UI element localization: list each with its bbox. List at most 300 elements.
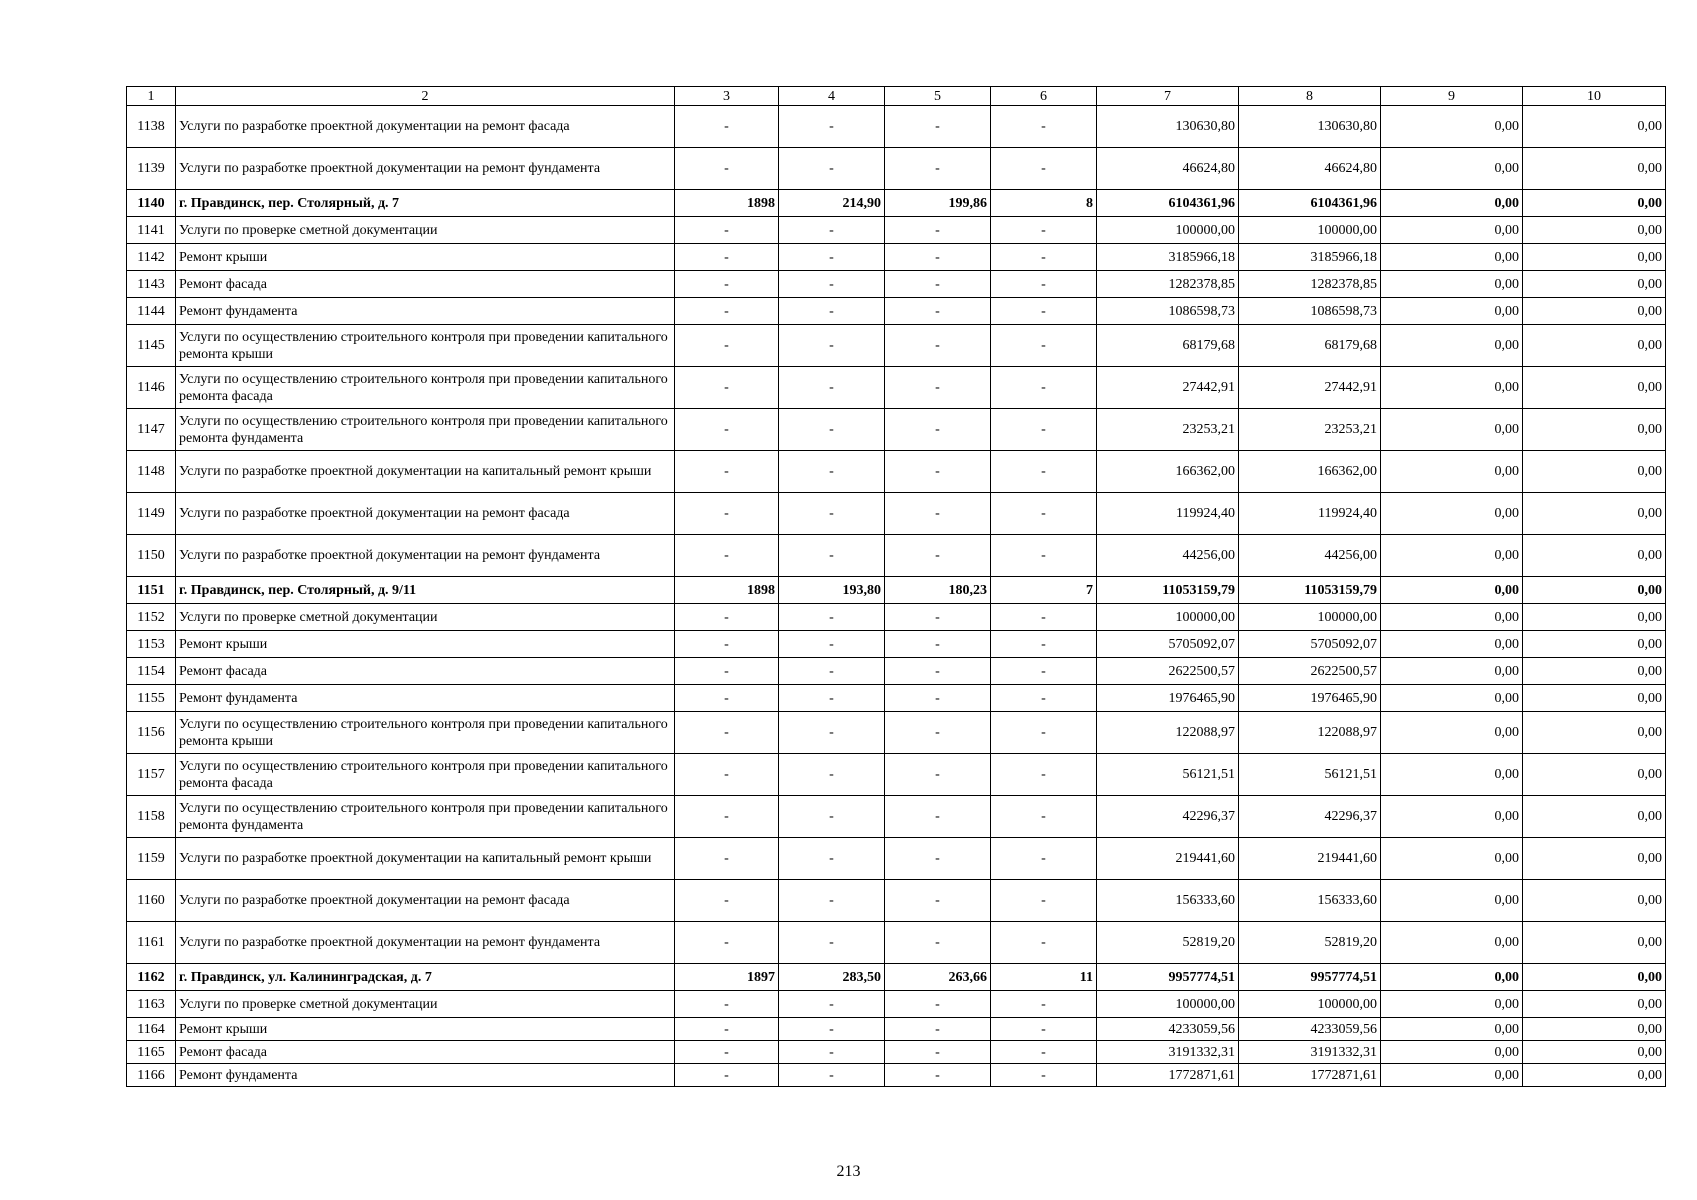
col6-cell: 11 bbox=[991, 964, 1097, 991]
col7-amount-cell: 44256,00 bbox=[1097, 535, 1239, 577]
row-number-cell: 1162 bbox=[127, 964, 176, 991]
col10-amount-cell: 0,00 bbox=[1523, 367, 1666, 409]
col9-amount-cell: 0,00 bbox=[1381, 244, 1523, 271]
col10-amount-cell: 0,00 bbox=[1523, 922, 1666, 964]
col3-cell: 1897 bbox=[675, 964, 779, 991]
col10-amount-cell: 0,00 bbox=[1523, 148, 1666, 190]
row-number-cell: 1153 bbox=[127, 631, 176, 658]
col3-cell: - bbox=[675, 1041, 779, 1064]
table-row bbox=[127, 991, 1666, 1018]
table-row bbox=[127, 754, 1666, 796]
col9-amount-cell: 0,00 bbox=[1381, 148, 1523, 190]
col8-amount-cell: 1772871,61 bbox=[1239, 1064, 1381, 1087]
col6-cell: - bbox=[991, 604, 1097, 631]
col8-amount-cell: 3191332,31 bbox=[1239, 1041, 1381, 1064]
row-number-cell: 1149 bbox=[127, 493, 176, 535]
col3-cell: - bbox=[675, 298, 779, 325]
item-name-cell: Услуги по осуществлению строительного контроля при проведении капитального ремонта крыши bbox=[176, 325, 675, 367]
col7-amount-cell: 100000,00 bbox=[1097, 217, 1239, 244]
table-row bbox=[127, 796, 1666, 838]
item-name-cell: г. Правдинск, пер. Столярный, д. 9/11 bbox=[176, 577, 675, 604]
row-number-cell: 1159 bbox=[127, 838, 176, 880]
col10-amount-cell: 0,00 bbox=[1523, 658, 1666, 685]
col4-cell: - bbox=[779, 148, 885, 190]
col4-cell: - bbox=[779, 325, 885, 367]
col8-amount-cell: 4233059,56 bbox=[1239, 1018, 1381, 1041]
col9-amount-cell: 0,00 bbox=[1381, 535, 1523, 577]
item-name-cell: Услуги по осуществлению строительного контроля при проведении капитального ремонта фасада bbox=[176, 754, 675, 796]
col9-amount-cell: 0,00 bbox=[1381, 880, 1523, 922]
row-number-cell: 1150 bbox=[127, 535, 176, 577]
header-cell-9: 9 bbox=[1381, 87, 1523, 106]
col9-amount-cell: 0,00 bbox=[1381, 658, 1523, 685]
col7-amount-cell: 4233059,56 bbox=[1097, 1018, 1239, 1041]
col9-amount-cell: 0,00 bbox=[1381, 298, 1523, 325]
table-row bbox=[127, 106, 1666, 148]
col10-amount-cell: 0,00 bbox=[1523, 796, 1666, 838]
col10-amount-cell: 0,00 bbox=[1523, 712, 1666, 754]
col7-amount-cell: 3191332,31 bbox=[1097, 1041, 1239, 1064]
col8-amount-cell: 27442,91 bbox=[1239, 367, 1381, 409]
col9-amount-cell: 0,00 bbox=[1381, 217, 1523, 244]
col3-cell: - bbox=[675, 217, 779, 244]
col5-cell: - bbox=[885, 148, 991, 190]
col8-amount-cell: 122088,97 bbox=[1239, 712, 1381, 754]
row-number-cell: 1160 bbox=[127, 880, 176, 922]
col6-cell: - bbox=[991, 880, 1097, 922]
col5-cell: - bbox=[885, 493, 991, 535]
col6-cell: - bbox=[991, 658, 1097, 685]
col10-amount-cell: 0,00 bbox=[1523, 631, 1666, 658]
table-row bbox=[127, 298, 1666, 325]
col4-cell: - bbox=[779, 712, 885, 754]
col4-cell: - bbox=[779, 367, 885, 409]
col4-cell: - bbox=[779, 922, 885, 964]
col4-cell: - bbox=[779, 451, 885, 493]
col10-amount-cell: 0,00 bbox=[1523, 451, 1666, 493]
col7-amount-cell: 5705092,07 bbox=[1097, 631, 1239, 658]
col10-amount-cell: 0,00 bbox=[1523, 409, 1666, 451]
address-row bbox=[127, 190, 1666, 217]
col8-amount-cell: 5705092,07 bbox=[1239, 631, 1381, 658]
col4-cell: - bbox=[779, 796, 885, 838]
col4-cell: - bbox=[779, 493, 885, 535]
col8-amount-cell: 100000,00 bbox=[1239, 217, 1381, 244]
row-number-cell: 1139 bbox=[127, 148, 176, 190]
col10-amount-cell: 0,00 bbox=[1523, 685, 1666, 712]
col4-cell: 193,80 bbox=[779, 577, 885, 604]
col5-cell: - bbox=[885, 451, 991, 493]
col6-cell: - bbox=[991, 1041, 1097, 1064]
col8-amount-cell: 68179,68 bbox=[1239, 325, 1381, 367]
col5-cell: - bbox=[885, 754, 991, 796]
col7-amount-cell: 68179,68 bbox=[1097, 325, 1239, 367]
col4-cell: - bbox=[779, 1018, 885, 1041]
item-name-cell: Услуги по осуществлению строительного контроля при проведении капитального ремонта крыши bbox=[176, 712, 675, 754]
col8-amount-cell: 2622500,57 bbox=[1239, 658, 1381, 685]
col3-cell: - bbox=[675, 604, 779, 631]
row-number-cell: 1141 bbox=[127, 217, 176, 244]
header-cell-1: 1 bbox=[127, 87, 176, 106]
col6-cell: - bbox=[991, 631, 1097, 658]
col10-amount-cell: 0,00 bbox=[1523, 535, 1666, 577]
item-name-cell: Ремонт фундамента bbox=[176, 1064, 675, 1087]
header-cell-10: 10 bbox=[1523, 87, 1666, 106]
col10-amount-cell: 0,00 bbox=[1523, 964, 1666, 991]
col4-cell: 214,90 bbox=[779, 190, 885, 217]
col8-amount-cell: 42296,37 bbox=[1239, 796, 1381, 838]
col9-amount-cell: 0,00 bbox=[1381, 493, 1523, 535]
col7-amount-cell: 23253,21 bbox=[1097, 409, 1239, 451]
col7-amount-cell: 6104361,96 bbox=[1097, 190, 1239, 217]
col6-cell: - bbox=[991, 838, 1097, 880]
item-name-cell: Услуги по осуществлению строительного контроля при проведении капитального ремонта фундамента bbox=[176, 409, 675, 451]
row-number-cell: 1138 bbox=[127, 106, 176, 148]
col10-amount-cell: 0,00 bbox=[1523, 217, 1666, 244]
col3-cell: - bbox=[675, 1018, 779, 1041]
table-row bbox=[127, 367, 1666, 409]
col10-amount-cell: 0,00 bbox=[1523, 838, 1666, 880]
item-name-cell: Услуги по разработке проектной документации на капитальный ремонт крыши bbox=[176, 451, 675, 493]
col3-cell: - bbox=[675, 535, 779, 577]
col6-cell: - bbox=[991, 1064, 1097, 1087]
col6-cell: 7 bbox=[991, 577, 1097, 604]
table-row bbox=[127, 631, 1666, 658]
table-row bbox=[127, 1018, 1666, 1041]
col3-cell: - bbox=[675, 493, 779, 535]
item-name-cell: Услуги по разработке проектной документации на ремонт фасада bbox=[176, 880, 675, 922]
item-name-cell: Услуги по проверке сметной документации bbox=[176, 604, 675, 631]
col6-cell: - bbox=[991, 754, 1097, 796]
table-row bbox=[127, 712, 1666, 754]
col7-amount-cell: 1772871,61 bbox=[1097, 1064, 1239, 1087]
col8-amount-cell: 1976465,90 bbox=[1239, 685, 1381, 712]
col8-amount-cell: 46624,80 bbox=[1239, 148, 1381, 190]
col5-cell: - bbox=[885, 838, 991, 880]
table-row bbox=[127, 217, 1666, 244]
col9-amount-cell: 0,00 bbox=[1381, 190, 1523, 217]
item-name-cell: Услуги по разработке проектной документации на ремонт фундамента bbox=[176, 148, 675, 190]
col7-amount-cell: 100000,00 bbox=[1097, 604, 1239, 631]
item-name-cell: Ремонт крыши bbox=[176, 1018, 675, 1041]
col7-amount-cell: 27442,91 bbox=[1097, 367, 1239, 409]
col10-amount-cell: 0,00 bbox=[1523, 1018, 1666, 1041]
item-name-cell: Услуги по осуществлению строительного контроля при проведении капитального ремонта фундамента bbox=[176, 796, 675, 838]
row-number-cell: 1164 bbox=[127, 1018, 176, 1041]
col8-amount-cell: 100000,00 bbox=[1239, 991, 1381, 1018]
col7-amount-cell: 219441,60 bbox=[1097, 838, 1239, 880]
col5-cell: - bbox=[885, 409, 991, 451]
col5-cell: - bbox=[885, 922, 991, 964]
col4-cell: - bbox=[779, 631, 885, 658]
col5-cell: - bbox=[885, 1041, 991, 1064]
budget-table bbox=[126, 86, 1666, 1087]
col4-cell: - bbox=[779, 754, 885, 796]
col6-cell: - bbox=[991, 922, 1097, 964]
col5-cell: 263,66 bbox=[885, 964, 991, 991]
col5-cell: - bbox=[885, 991, 991, 1018]
col5-cell: - bbox=[885, 367, 991, 409]
item-name-cell: г. Правдинск, ул. Калининградская, д. 7 bbox=[176, 964, 675, 991]
col6-cell: - bbox=[991, 325, 1097, 367]
col3-cell: - bbox=[675, 991, 779, 1018]
col3-cell: - bbox=[675, 106, 779, 148]
col3-cell: - bbox=[675, 244, 779, 271]
col9-amount-cell: 0,00 bbox=[1381, 712, 1523, 754]
col8-amount-cell: 219441,60 bbox=[1239, 838, 1381, 880]
col9-amount-cell: 0,00 bbox=[1381, 271, 1523, 298]
col5-cell: - bbox=[885, 880, 991, 922]
col10-amount-cell: 0,00 bbox=[1523, 577, 1666, 604]
col9-amount-cell: 0,00 bbox=[1381, 964, 1523, 991]
col9-amount-cell: 0,00 bbox=[1381, 1018, 1523, 1041]
col4-cell: - bbox=[779, 1041, 885, 1064]
col5-cell: - bbox=[885, 604, 991, 631]
col10-amount-cell: 0,00 bbox=[1523, 106, 1666, 148]
col9-amount-cell: 0,00 bbox=[1381, 325, 1523, 367]
row-number-cell: 1140 bbox=[127, 190, 176, 217]
col4-cell: 283,50 bbox=[779, 964, 885, 991]
col5-cell: - bbox=[885, 1018, 991, 1041]
col3-cell: - bbox=[675, 631, 779, 658]
row-number-cell: 1165 bbox=[127, 1041, 176, 1064]
col8-amount-cell: 166362,00 bbox=[1239, 451, 1381, 493]
item-name-cell: Ремонт фасада bbox=[176, 658, 675, 685]
col9-amount-cell: 0,00 bbox=[1381, 604, 1523, 631]
col4-cell: - bbox=[779, 244, 885, 271]
header-cell-5: 5 bbox=[885, 87, 991, 106]
header-cell-4: 4 bbox=[779, 87, 885, 106]
col6-cell: - bbox=[991, 271, 1097, 298]
col7-amount-cell: 119924,40 bbox=[1097, 493, 1239, 535]
col10-amount-cell: 0,00 bbox=[1523, 880, 1666, 922]
col4-cell: - bbox=[779, 271, 885, 298]
col5-cell: - bbox=[885, 535, 991, 577]
col3-cell: - bbox=[675, 325, 779, 367]
row-number-cell: 1142 bbox=[127, 244, 176, 271]
item-name-cell: г. Правдинск, пер. Столярный, д. 7 bbox=[176, 190, 675, 217]
row-number-cell: 1163 bbox=[127, 991, 176, 1018]
col5-cell: - bbox=[885, 1064, 991, 1087]
col6-cell: - bbox=[991, 106, 1097, 148]
col8-amount-cell: 1086598,73 bbox=[1239, 298, 1381, 325]
item-name-cell: Услуги по разработке проектной документации на ремонт фасада bbox=[176, 106, 675, 148]
col3-cell: - bbox=[675, 148, 779, 190]
col7-amount-cell: 1976465,90 bbox=[1097, 685, 1239, 712]
col4-cell: - bbox=[779, 217, 885, 244]
row-number-cell: 1166 bbox=[127, 1064, 176, 1087]
col8-amount-cell: 52819,20 bbox=[1239, 922, 1381, 964]
col3-cell: - bbox=[675, 712, 779, 754]
col9-amount-cell: 0,00 bbox=[1381, 922, 1523, 964]
col4-cell: - bbox=[779, 685, 885, 712]
col9-amount-cell: 0,00 bbox=[1381, 451, 1523, 493]
col8-amount-cell: 3185966,18 bbox=[1239, 244, 1381, 271]
table-row bbox=[127, 880, 1666, 922]
col4-cell: - bbox=[779, 106, 885, 148]
col6-cell: 8 bbox=[991, 190, 1097, 217]
table-row bbox=[127, 244, 1666, 271]
col6-cell: - bbox=[991, 493, 1097, 535]
col8-amount-cell: 6104361,96 bbox=[1239, 190, 1381, 217]
item-name-cell: Ремонт фундамента bbox=[176, 685, 675, 712]
col3-cell: 1898 bbox=[675, 577, 779, 604]
col6-cell: - bbox=[991, 991, 1097, 1018]
col5-cell: - bbox=[885, 658, 991, 685]
row-number-cell: 1158 bbox=[127, 796, 176, 838]
col5-cell: - bbox=[885, 712, 991, 754]
header-row bbox=[127, 87, 1666, 106]
col3-cell: - bbox=[675, 451, 779, 493]
header-cell-7: 7 bbox=[1097, 87, 1239, 106]
col6-cell: - bbox=[991, 217, 1097, 244]
table-row bbox=[127, 658, 1666, 685]
col3-cell: - bbox=[675, 367, 779, 409]
col3-cell: - bbox=[675, 1064, 779, 1087]
col6-cell: - bbox=[991, 244, 1097, 271]
col3-cell: - bbox=[675, 271, 779, 298]
col5-cell: 180,23 bbox=[885, 577, 991, 604]
row-number-cell: 1154 bbox=[127, 658, 176, 685]
table-row bbox=[127, 535, 1666, 577]
item-name-cell: Услуги по осуществлению строительного контроля при проведении капитального ремонта фасада bbox=[176, 367, 675, 409]
col10-amount-cell: 0,00 bbox=[1523, 325, 1666, 367]
col8-amount-cell: 100000,00 bbox=[1239, 604, 1381, 631]
col7-amount-cell: 56121,51 bbox=[1097, 754, 1239, 796]
row-number-cell: 1144 bbox=[127, 298, 176, 325]
col5-cell: - bbox=[885, 796, 991, 838]
col5-cell: - bbox=[885, 631, 991, 658]
col7-amount-cell: 130630,80 bbox=[1097, 106, 1239, 148]
row-number-cell: 1145 bbox=[127, 325, 176, 367]
table-row bbox=[127, 148, 1666, 190]
table-row bbox=[127, 409, 1666, 451]
col7-amount-cell: 52819,20 bbox=[1097, 922, 1239, 964]
col6-cell: - bbox=[991, 1018, 1097, 1041]
col8-amount-cell: 44256,00 bbox=[1239, 535, 1381, 577]
col9-amount-cell: 0,00 bbox=[1381, 631, 1523, 658]
col4-cell: - bbox=[779, 991, 885, 1018]
col4-cell: - bbox=[779, 1064, 885, 1087]
item-name-cell: Ремонт крыши bbox=[176, 631, 675, 658]
col9-amount-cell: 0,00 bbox=[1381, 991, 1523, 1018]
col7-amount-cell: 122088,97 bbox=[1097, 712, 1239, 754]
col10-amount-cell: 0,00 bbox=[1523, 1041, 1666, 1064]
col3-cell: - bbox=[675, 796, 779, 838]
address-row bbox=[127, 964, 1666, 991]
col6-cell: - bbox=[991, 685, 1097, 712]
col9-amount-cell: 0,00 bbox=[1381, 685, 1523, 712]
table-row bbox=[127, 325, 1666, 367]
col5-cell: 199,86 bbox=[885, 190, 991, 217]
col9-amount-cell: 0,00 bbox=[1381, 838, 1523, 880]
col5-cell: - bbox=[885, 106, 991, 148]
col4-cell: - bbox=[779, 880, 885, 922]
row-number-cell: 1146 bbox=[127, 367, 176, 409]
col3-cell: - bbox=[675, 838, 779, 880]
col7-amount-cell: 11053159,79 bbox=[1097, 577, 1239, 604]
col4-cell: - bbox=[779, 658, 885, 685]
item-name-cell: Ремонт крыши bbox=[176, 244, 675, 271]
col10-amount-cell: 0,00 bbox=[1523, 604, 1666, 631]
col7-amount-cell: 100000,00 bbox=[1097, 991, 1239, 1018]
col9-amount-cell: 0,00 bbox=[1381, 409, 1523, 451]
col10-amount-cell: 0,00 bbox=[1523, 190, 1666, 217]
col6-cell: - bbox=[991, 796, 1097, 838]
col3-cell: 1898 bbox=[675, 190, 779, 217]
col8-amount-cell: 9957774,51 bbox=[1239, 964, 1381, 991]
col4-cell: - bbox=[779, 604, 885, 631]
col7-amount-cell: 46624,80 bbox=[1097, 148, 1239, 190]
col4-cell: - bbox=[779, 298, 885, 325]
row-number-cell: 1143 bbox=[127, 271, 176, 298]
col3-cell: - bbox=[675, 880, 779, 922]
col9-amount-cell: 0,00 bbox=[1381, 1041, 1523, 1064]
col8-amount-cell: 56121,51 bbox=[1239, 754, 1381, 796]
table-row bbox=[127, 451, 1666, 493]
col7-amount-cell: 166362,00 bbox=[1097, 451, 1239, 493]
col6-cell: - bbox=[991, 409, 1097, 451]
col4-cell: - bbox=[779, 838, 885, 880]
col8-amount-cell: 1282378,85 bbox=[1239, 271, 1381, 298]
col5-cell: - bbox=[885, 685, 991, 712]
col7-amount-cell: 3185966,18 bbox=[1097, 244, 1239, 271]
col6-cell: - bbox=[991, 367, 1097, 409]
page-number: 213 bbox=[836, 1163, 861, 1180]
col9-amount-cell: 0,00 bbox=[1381, 106, 1523, 148]
col9-amount-cell: 0,00 bbox=[1381, 1064, 1523, 1087]
col6-cell: - bbox=[991, 298, 1097, 325]
col10-amount-cell: 0,00 bbox=[1523, 991, 1666, 1018]
row-number-cell: 1155 bbox=[127, 685, 176, 712]
col5-cell: - bbox=[885, 325, 991, 367]
table-row bbox=[127, 1064, 1666, 1087]
table-body bbox=[127, 87, 1666, 1087]
col9-amount-cell: 0,00 bbox=[1381, 577, 1523, 604]
col5-cell: - bbox=[885, 298, 991, 325]
table-row bbox=[127, 493, 1666, 535]
col7-amount-cell: 1282378,85 bbox=[1097, 271, 1239, 298]
col10-amount-cell: 0,00 bbox=[1523, 754, 1666, 796]
header-cell-3: 3 bbox=[675, 87, 779, 106]
item-name-cell: Услуги по проверке сметной документации bbox=[176, 217, 675, 244]
row-number-cell: 1156 bbox=[127, 712, 176, 754]
address-row bbox=[127, 577, 1666, 604]
row-number-cell: 1147 bbox=[127, 409, 176, 451]
col4-cell: - bbox=[779, 535, 885, 577]
table-row bbox=[127, 922, 1666, 964]
col6-cell: - bbox=[991, 148, 1097, 190]
col7-amount-cell: 9957774,51 bbox=[1097, 964, 1239, 991]
row-number-cell: 1148 bbox=[127, 451, 176, 493]
col6-cell: - bbox=[991, 712, 1097, 754]
header-cell-8: 8 bbox=[1239, 87, 1381, 106]
col9-amount-cell: 0,00 bbox=[1381, 367, 1523, 409]
table-row bbox=[127, 685, 1666, 712]
col7-amount-cell: 156333,60 bbox=[1097, 880, 1239, 922]
col8-amount-cell: 11053159,79 bbox=[1239, 577, 1381, 604]
col3-cell: - bbox=[675, 922, 779, 964]
col8-amount-cell: 119924,40 bbox=[1239, 493, 1381, 535]
row-number-cell: 1151 bbox=[127, 577, 176, 604]
table-row bbox=[127, 838, 1666, 880]
table-row bbox=[127, 271, 1666, 298]
table-row bbox=[127, 1041, 1666, 1064]
col7-amount-cell: 2622500,57 bbox=[1097, 658, 1239, 685]
col10-amount-cell: 0,00 bbox=[1523, 244, 1666, 271]
row-number-cell: 1152 bbox=[127, 604, 176, 631]
col6-cell: - bbox=[991, 451, 1097, 493]
